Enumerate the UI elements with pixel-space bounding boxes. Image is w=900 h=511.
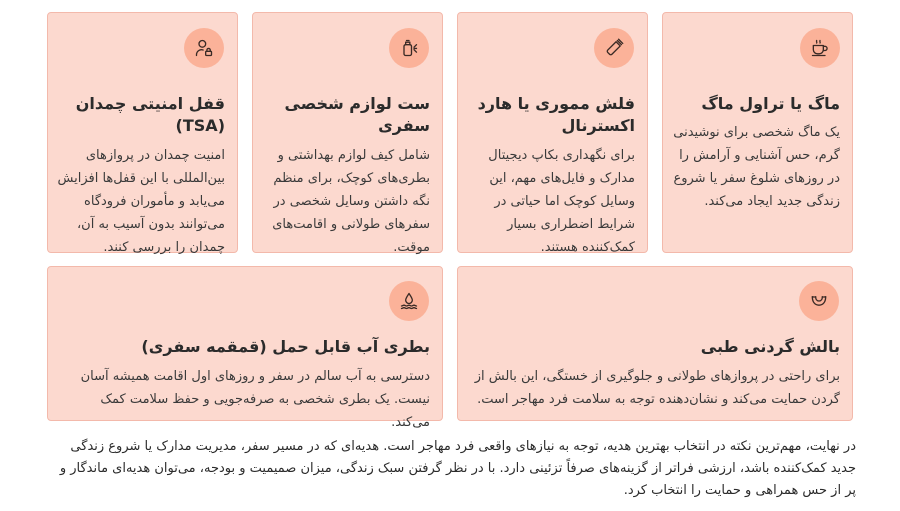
card-title: فلش مموری یا هارد اکسترنال	[477, 94, 635, 135]
user-lock-icon	[194, 38, 214, 58]
card-description: امنیت چمدان در پروازهای بین‌المللی با این قفل‌ها افزایش می‌یابد و مأموران فرودگاه می‌توانند بدون آسیب به آن، چمدان را بررسی کنند.	[57, 148, 225, 255]
card-description: یک ماگ شخصی برای نوشیدنی گرم، حس آشنایی و آرامش را در روزهای شلوغ سفر یا شروع زندگی جدید ایجاد می‌کند.	[673, 125, 840, 209]
card-title: بالش گردنی طبی	[700, 337, 840, 356]
neck-pillow-icon-badge	[799, 281, 839, 321]
toiletry-bottle-icon	[399, 38, 419, 58]
toiletry-bottle-icon-badge	[389, 28, 429, 68]
card-title: ماگ یا تراول ماگ	[701, 94, 840, 113]
card-description: برای راحتی در پروازهای طولانی و جلوگیری از خستگی، این بالش از گردن حمایت می‌کند و نشان‌دهنده توجه به سلامت فرد مهاجر است.	[474, 369, 840, 407]
card-description: برای نگهداری بکاپ دیجیتال مدارک و فایل‌های مهم، این وسایل کوچک اما حیاتی در شرایط اضطراری بسیار کمک‌کننده هستند.	[488, 148, 635, 255]
water-drop-icon	[399, 291, 419, 311]
card-title: ست لوازم شخصی سفری	[284, 94, 430, 135]
water-drop-icon-badge	[389, 281, 429, 321]
usb-drive-icon-badge	[594, 28, 634, 68]
user-lock-icon-badge	[184, 28, 224, 68]
gift-card-mug	[662, 12, 853, 253]
gift-card-tsa-lock	[47, 12, 238, 253]
card-title: بطری آب قابل حمل (قمقمه سفری)	[141, 337, 430, 356]
closing-paragraph: در نهایت، مهم‌ترین نکته در انتخاب بهترین هدیه، توجه به نیازهای واقعی فرد مهاجر است. هدیه‌ای که در مسیر سفر، مدیریت مدارک یا شروع زندگی جدید کمک‌کننده باشد، ارزشی فراتر از گزینه‌های صرفاً تزئینی دارد. با در نظر گرفتن سبک زندگی، میزان صمیمیت و بودجه، می‌توان هدیه‌ای ماندگار و پر از حس همراهی و حمایت را انتخاب کرد.	[59, 439, 856, 498]
gift-card-water-bottle	[47, 266, 443, 430]
neck-pillow-icon	[809, 291, 829, 311]
gift-card-toiletry-set	[252, 12, 443, 253]
gift-card-neck-pillow	[457, 266, 853, 421]
card-description: دسترسی به آب سالم در سفر و روزهای اول اقامت همیشه آسان نیست. یک بطری شخصی به صرفه‌جویی و حفظ سلامت کمک می‌کند.	[80, 369, 430, 430]
mug-icon-badge	[800, 28, 840, 68]
card-title: قفل امنیتی چمدان (TSA)	[75, 94, 225, 135]
gift-card-usb-drive	[457, 12, 648, 253]
mug-icon	[810, 38, 830, 58]
usb-drive-icon	[604, 38, 624, 58]
card-description: شامل کیف لوازم بهداشتی و بطری‌های کوچک، برای منظم نگه داشتن وسایل شخصی در سفرهای طولانی و اقامت‌های موقت.	[272, 148, 430, 255]
